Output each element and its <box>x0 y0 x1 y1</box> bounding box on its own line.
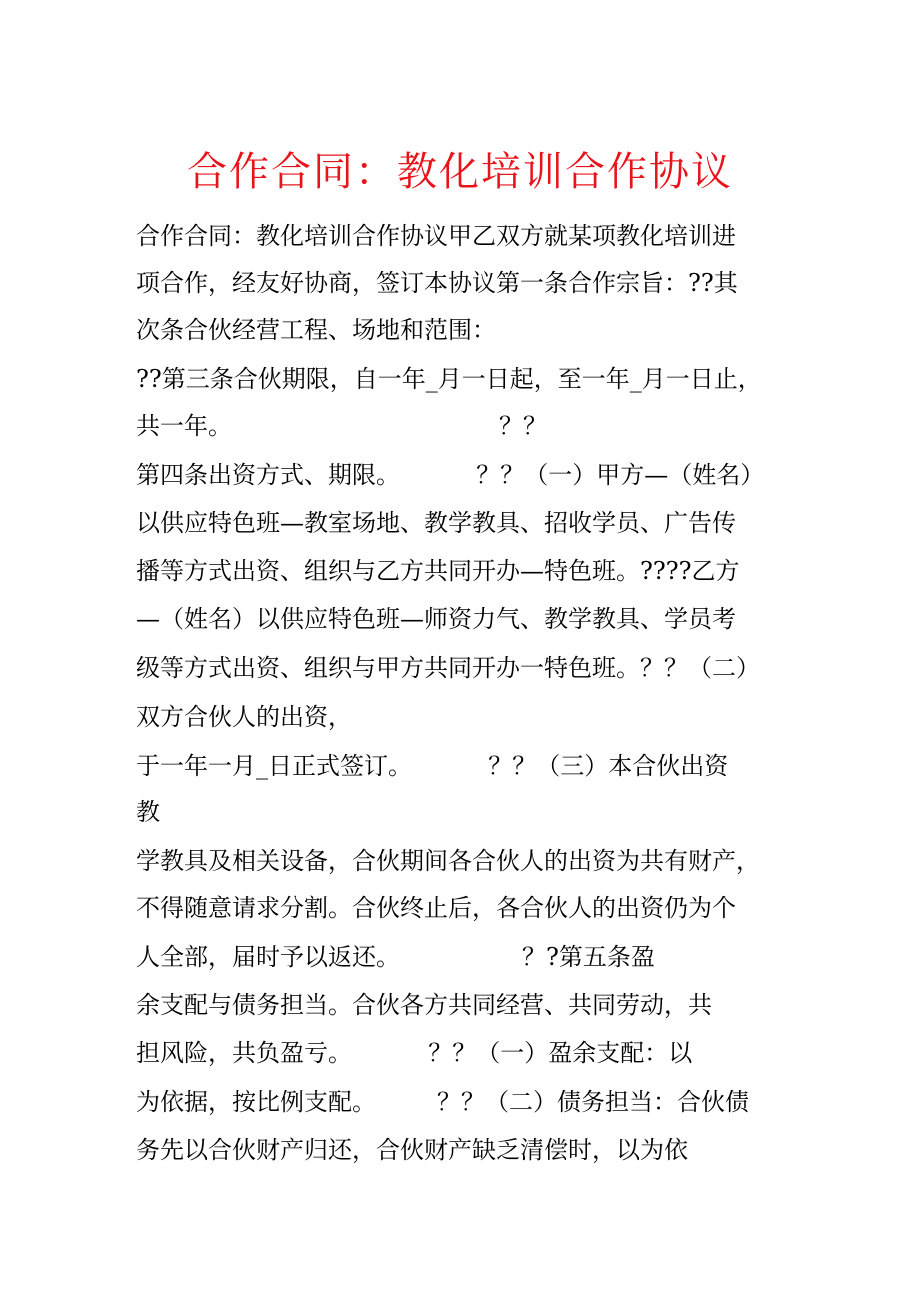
body-line-19: 为依据，按比例支配。 ？？（二）债务担当：合伙债 <box>136 1088 750 1116</box>
body-line-13: 教 <box>136 798 160 826</box>
body-line-15: 不得随意请求分割。合伙终止后，各合伙人的出资仍为个 <box>136 894 736 922</box>
body-line-9: —（姓名）以供应特色班—师资力气、教学教具、学员考 <box>136 605 736 633</box>
body-line-1: 合作合同：教化培训合作协议甲乙双方就某项教化培训进 <box>136 222 736 250</box>
document-title: 合作合同：教化培训合作协议 <box>187 149 733 195</box>
body-line-18: 担风险，共负盈亏。 ？？（一）盈余支配：以 <box>136 1039 693 1067</box>
body-line-2: 项合作，经友好协商，签订本协议第一条合作宗旨：??其 <box>136 269 738 297</box>
body-line-4: ??第三条合伙期限，自一年_月一日起，至一年_月一日止， <box>136 365 762 393</box>
body-line-8: 播等方式出资、组织与乙方共同开办—特色班。????乙方 <box>136 557 740 585</box>
body-line-20: 务先以合伙财产归还，合伙财产缺乏清偿时，以为依 <box>136 1136 688 1164</box>
body-line-14: 学教具及相关设备，合伙期间各合伙人的出资为共有财产， <box>136 847 760 875</box>
body-line-12: 于一年一月_日正式签订。 ？？（三）本合伙出资 <box>136 752 729 780</box>
body-line-5: 共一年。 ？？ <box>136 412 548 440</box>
body-line-7: 以供应特色班—教室场地、教学教具、招收学员、广告传 <box>136 509 736 537</box>
body-line-10: 级等方式出资、组织与甲方共同开办一特色班。？？（二） <box>136 654 760 682</box>
body-line-17: 余支配与债务担当。合伙各方共同经营、共同劳动，共 <box>136 991 712 1019</box>
body-line-16: 人全部，届时予以返还。 ？?第五条盈 <box>136 943 655 971</box>
body-line-6: 第四条出资方式、期限。 ？？（一）甲方—（姓名） <box>136 461 765 489</box>
body-line-3: 次条合伙经营工程、场地和范围： <box>136 316 496 344</box>
body-line-11: 双方合伙人的出资， <box>136 703 352 731</box>
